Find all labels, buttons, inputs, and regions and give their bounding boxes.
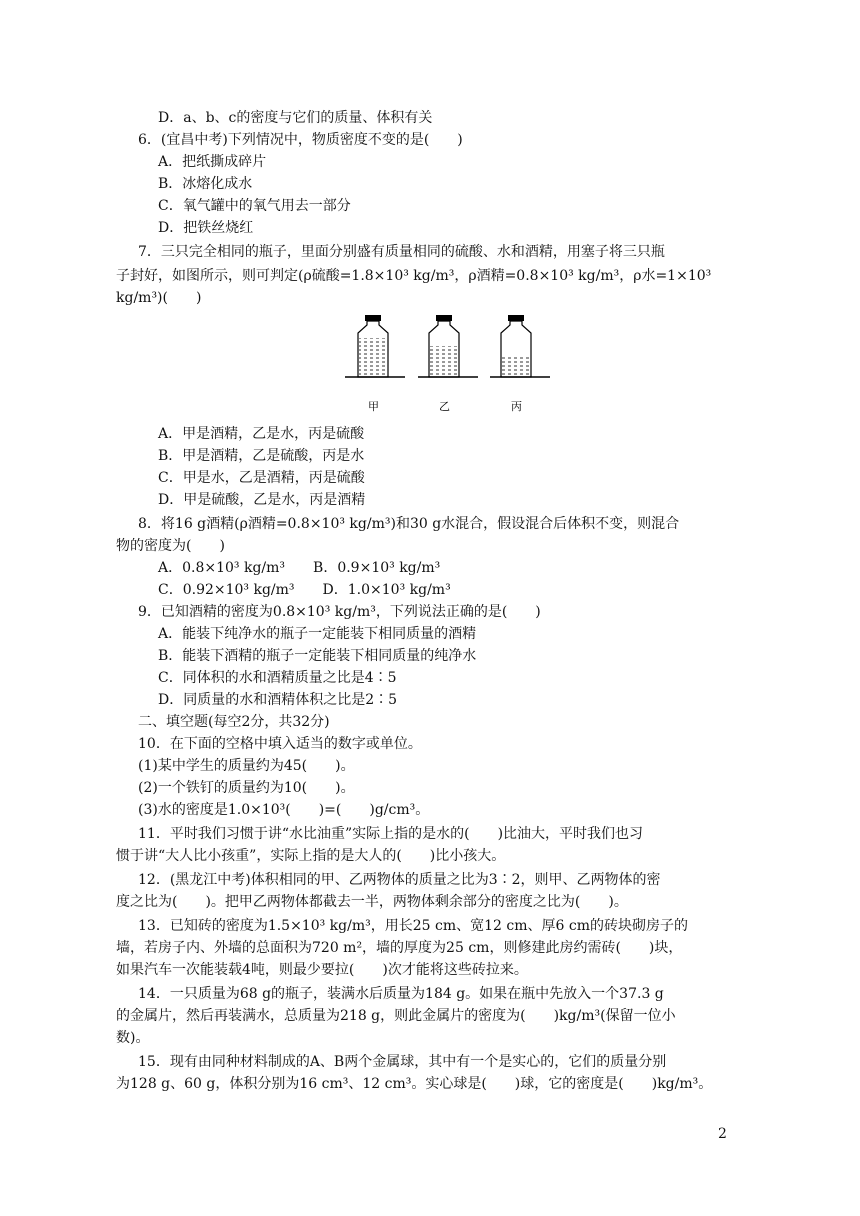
- text-line: D．a、b、c的密度与它们的质量、体积有关: [158, 110, 433, 126]
- text-line: 数)。: [116, 1030, 150, 1046]
- text-line: D．同质量的水和酒精体积之比是2∶5: [158, 692, 398, 708]
- text-line: D．把铁丝烧红: [158, 220, 254, 236]
- text-line: C．甲是水，乙是酒精，丙是硫酸: [158, 470, 365, 486]
- text-line: 二、填空题(每空2分，共32分): [138, 714, 330, 730]
- text-line: 墙，若房子内、外墙的总面积为720 m²，墙的厚度为25 cm，则修建此房约需砖( )块，: [116, 940, 683, 956]
- text-line: 11．平时我们习惯于讲“水比油重”实际上指的是水的( )比油大，平时我们也习: [138, 826, 644, 842]
- text-line: 度之比为( )。把甲乙两物体都截去一半，两物体剩余部分的密度之比为( )。: [116, 894, 628, 910]
- text-line: A．甲是酒精，乙是水，丙是硫酸: [158, 426, 365, 442]
- text-line: 10．在下面的空格中填入适当的数字或单位。: [138, 736, 422, 752]
- text-line: D．甲是硫酸，乙是水，丙是酒精: [158, 492, 366, 508]
- text-line: 14．一只质量为68 g的瓶子，装满水后质量为184 g。如果在瓶中先放入一个37.3 g: [138, 986, 664, 1002]
- text-line: kg/m³)( ): [116, 290, 202, 306]
- text-line: B．冰熔化成水: [158, 176, 253, 192]
- label-jia: 甲: [368, 400, 379, 413]
- text-line: 8．将16 g酒精(ρ酒精=0.8×10³ kg/m³)和30 g水混合，假设混合后体积不变，则混合: [138, 516, 680, 532]
- label-bing: 丙: [511, 400, 522, 413]
- text-line: 15．现有由同种材料制成的A、B两个金属球，其中有一个是实心的，它们的质量分别: [138, 1054, 667, 1070]
- text-line: (2)一个铁钉的质量约为10( )。: [138, 780, 355, 796]
- text-line: C．同体积的水和酒精质量之比是4∶5: [158, 670, 397, 686]
- bottle-jia: [345, 315, 405, 377]
- text-line: 13．已知砖的密度为1.5×10³ kg/m³，用长25 cm、宽12 cm、厚6 cm的砖块砌房子的: [138, 918, 688, 934]
- text-line: A．把纸撕成碎片: [158, 154, 267, 170]
- text-line: 惯于讲“大人比小孩重”，实际上指的是大人的( )比小孩大。: [116, 848, 506, 864]
- text-line: (1)某中学生的质量约为45( )。: [138, 758, 355, 774]
- text-line: C．氧气罐中的氧气用去一部分: [158, 198, 351, 214]
- text-line: 9．已知酒精的密度为0.8×10³ kg/m³，下列说法正确的是( ): [138, 604, 541, 620]
- text-line: 6．(宜昌中考)下列情况中，物质密度不变的是( ): [138, 132, 463, 148]
- bottle-yi: [418, 315, 478, 377]
- text-line: 如果汽车一次能装载4吨，则最少要拉( )次才能将这些砖拉来。: [116, 962, 528, 978]
- text-line: 的金属片，然后再装满水，总质量为218 g，则此金属片的密度为( )kg/m³(保留一位小: [116, 1008, 676, 1024]
- text-line: 为128 g、60 g，体积分别为16 cm³、12 cm³。实心球是( )球，它的密度是( )kg/m³。: [116, 1076, 713, 1092]
- text-line: 子封好，如图所示，则可判定(ρ硫酸=1.8×10³ kg/m³，ρ酒精=0.8×10³ kg/m³，ρ水=1×10³: [116, 268, 712, 284]
- text-line: C．0.92×10³ kg/m³ D．1.0×10³ kg/m³: [158, 582, 451, 598]
- text-line: A．能装下纯净水的瓶子一定能装下相同质量的酒精: [158, 626, 477, 642]
- label-yi: 乙: [439, 400, 450, 413]
- text-line: 12．(黑龙江中考)体积相同的甲、乙两物体的质量之比为3∶2，则甲、乙两物体的密: [138, 872, 661, 888]
- bottles-figure: [340, 312, 560, 416]
- text-line: A．0.8×10³ kg/m³ B．0.9×10³ kg/m³: [158, 560, 441, 576]
- text-line: 7．三只完全相同的瓶子，里面分别盛有质量相同的硫酸、水和酒精，用塞子将三只瓶: [138, 244, 665, 260]
- page-number: 2: [718, 1126, 727, 1142]
- text-line: B．能装下酒精的瓶子一定能装下相同质量的纯净水: [158, 648, 477, 664]
- text-line: (3)水的密度是1.0×10³( )=( )g/cm³。: [138, 802, 430, 818]
- text-line: B．甲是酒精，乙是硫酸，丙是水: [158, 448, 365, 464]
- bottle-bing: [490, 315, 550, 377]
- text-line: 物的密度为( ): [116, 538, 225, 554]
